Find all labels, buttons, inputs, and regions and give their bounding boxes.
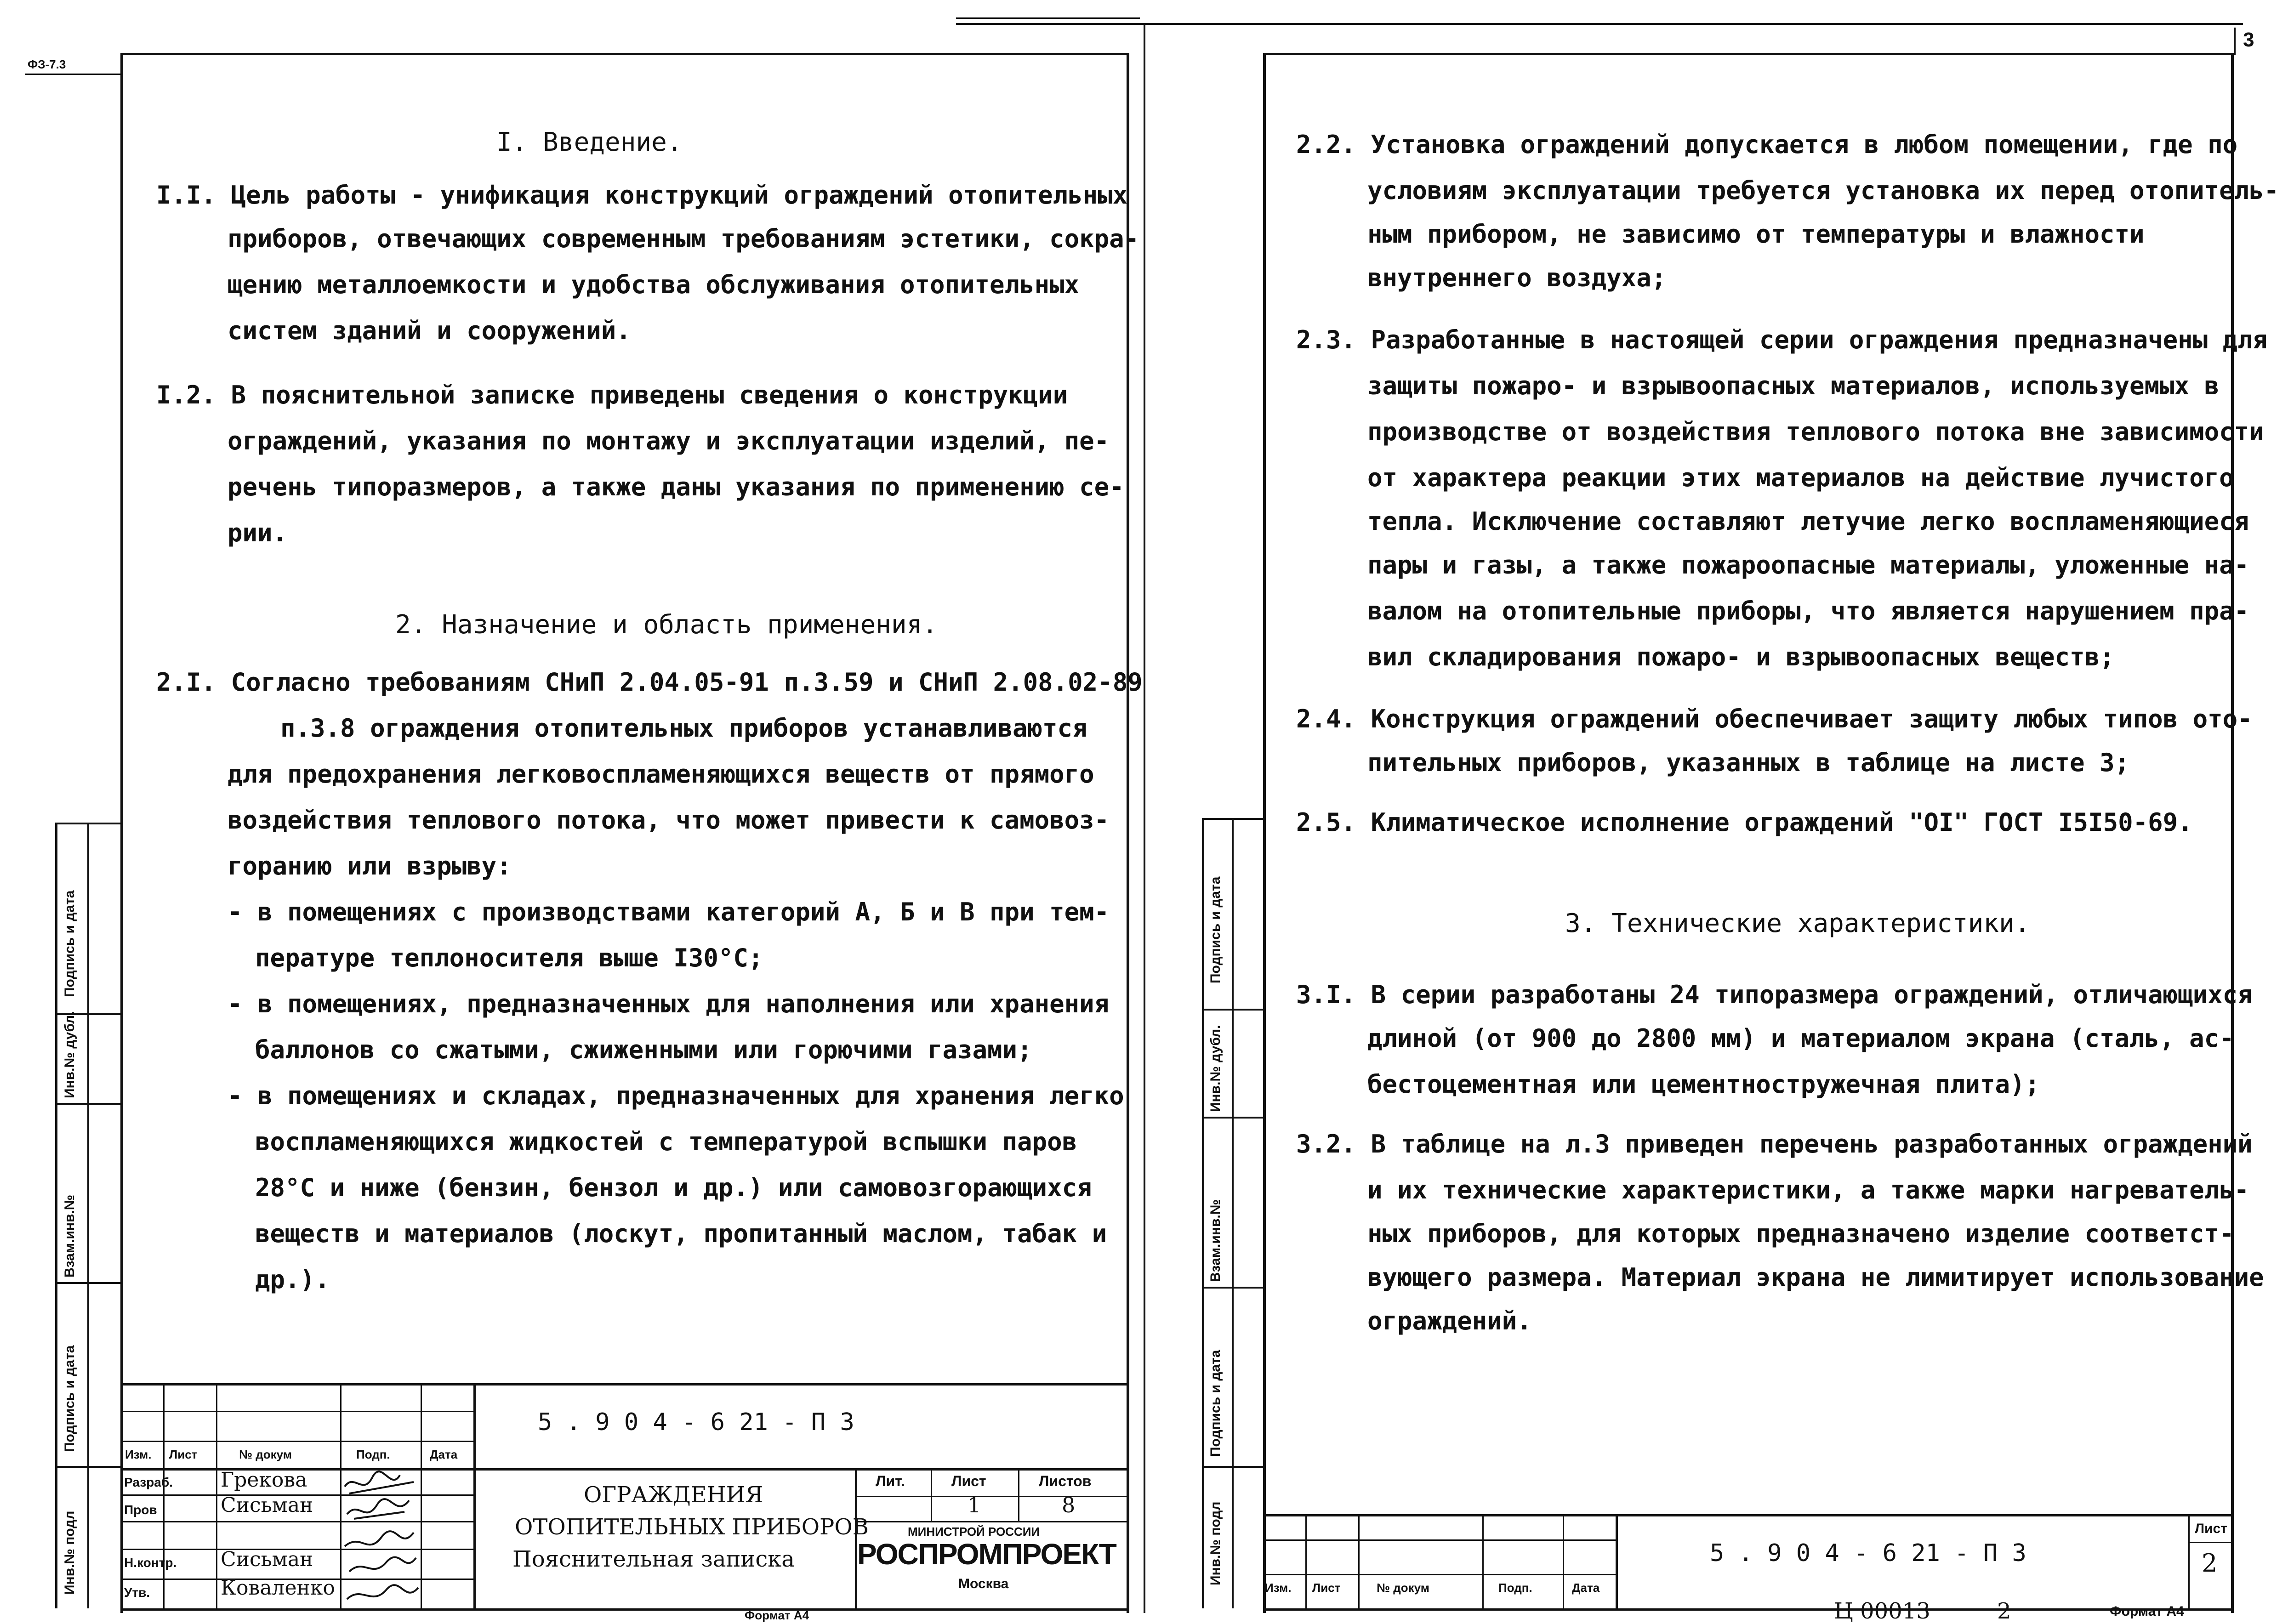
section-heading-1: I. Введение.	[496, 127, 683, 157]
org-logo-text: РОСПРОМПРОЕКТ	[857, 1538, 1116, 1571]
doc-title-line-2: ОТОПИТЕЛЬНЫХ ПРИБОРОВ	[515, 1514, 869, 1540]
stamp-label-replace-inv: Взам.инв.№	[62, 1194, 77, 1278]
row-name-check: Сисьман	[221, 1493, 313, 1517]
archive-number: Ц 00013	[1834, 1598, 1930, 1624]
right-sheet-label: Лист	[2195, 1521, 2227, 1536]
row-name-approve: Коваленко	[221, 1576, 335, 1600]
stamp-label-orig-inv: Инв.№ подл	[62, 1510, 77, 1595]
stamp-label-signature-1: Подпись и дата	[62, 890, 77, 997]
left-doc-code: 5 . 9 0 4 - 6 21 - П 3	[538, 1408, 854, 1436]
right-format-label: Формат А4	[2110, 1604, 2184, 1619]
page-divider	[1144, 23, 1145, 1613]
sheet-value: 1	[968, 1493, 981, 1517]
row-role-dev: Разраб.	[124, 1475, 173, 1489]
corner-code: ФЗ-7.3	[28, 57, 66, 71]
row-name-norm: Сисьман	[221, 1548, 313, 1571]
top-rule-long	[956, 23, 2243, 25]
corner-rule	[25, 74, 122, 75]
right-sheet-value: 2	[2202, 1549, 2218, 1578]
page-number-box	[2234, 28, 2236, 55]
doc-title-line-3: Пояснительная записка	[512, 1546, 795, 1572]
left-stamp-col-left	[55, 823, 57, 1608]
signatures	[340, 1468, 423, 1611]
archive-sheet: 2	[1997, 1598, 2011, 1624]
top-rule-short	[956, 17, 1140, 19]
ministry-label: МИНИСТРОЙ РОССИИ	[908, 1525, 1040, 1539]
row-name-dev: Грекова	[221, 1468, 307, 1492]
left-stamp-col-inner	[87, 823, 89, 1608]
section-heading-2: 2. Назначение и область применения.	[395, 610, 938, 640]
left-sheet-top-rule	[120, 53, 1129, 55]
right-doc-code: 5 . 9 0 4 - 6 21 - П 3	[1710, 1539, 2026, 1567]
page-number-top: 3	[2243, 28, 2254, 51]
stamp-label-signature-2: Подпись и дата	[62, 1345, 77, 1452]
row-role-check: Пров	[124, 1503, 157, 1517]
section-heading-3: 3. Технические характеристики.	[1565, 909, 2030, 938]
paragraph-2-5: 2.5. Климатическое исполнение ограждений "OI" ГОСТ I5I50-69.	[1296, 808, 2193, 837]
left-format-label: Формат А4	[745, 1608, 809, 1622]
city-label: Москва	[958, 1576, 1009, 1591]
stamp-label-dup-inv: Инв.№ дубл.	[62, 1011, 77, 1098]
doc-title-line-1: ОГРАЖДЕНИЯ	[584, 1482, 763, 1508]
row-role-approve: Утв.	[124, 1585, 150, 1600]
right-sheet-top-rule	[1263, 53, 2234, 55]
row-role-norm: Н.контр.	[124, 1556, 177, 1570]
sheets-value: 8	[1062, 1493, 1076, 1517]
